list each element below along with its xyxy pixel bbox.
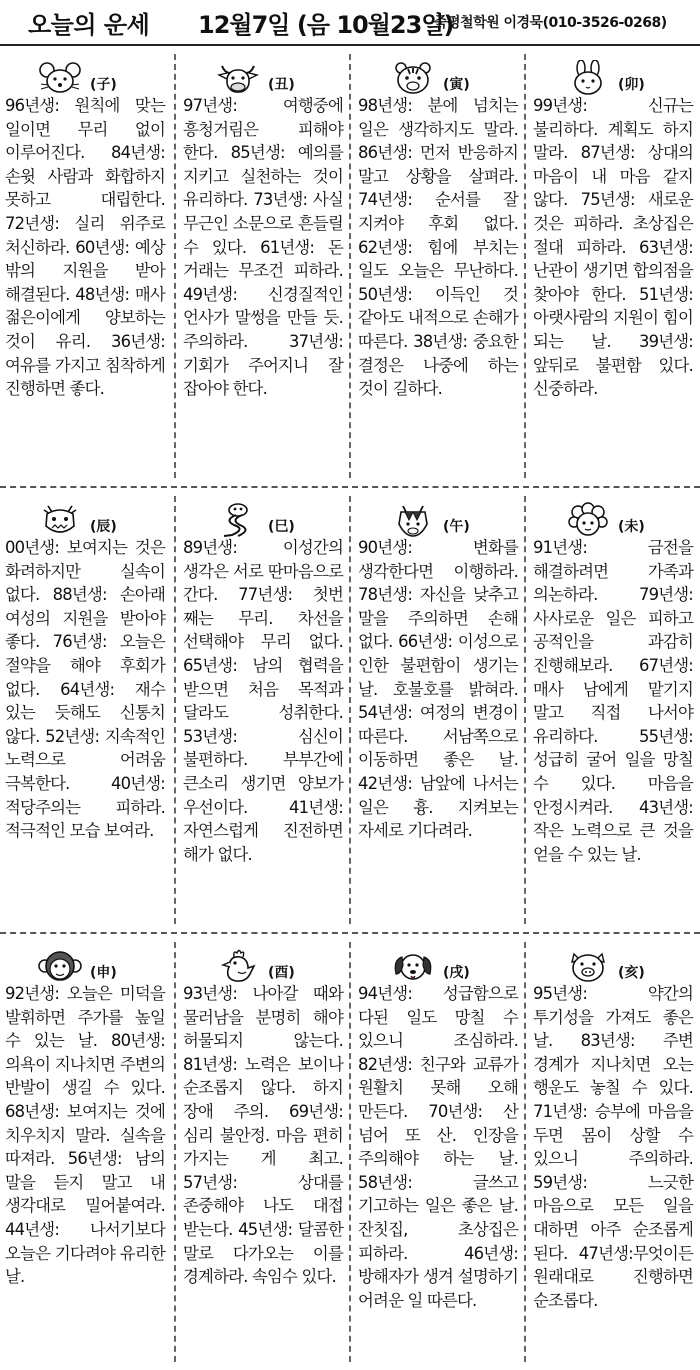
- tiger-icon: [391, 60, 435, 96]
- fortune-text: 93년생: 나아갈 때와 물러남을 분명히 해야 허물되지 않는다. 81년생: 노력은 보이나 순조롭지 않다. 하지 장애 주의. 69년생: 심리 불안정. 마음 편히 가지는 게 최고. 57년생: 상대를 존중해야 나도 대접 받는다. 45년생: 달콤한 말로 다가오는 이를 경계하라. 속임수 있다.: [183, 984, 343, 1287]
- sign-card: [2, 46, 167, 486]
- fortune-text: 95년생: 약간의 투기성을 가져도 좋은 날. 83년생: 주변 경계가 지나치면 오는 행운도 놓칠 수 있다. 71년생: 승부에 마음을 두면 몸이 상할 수 있으니 주의하라. 59년생: 느긋한 마음으로 모든 일을 대하면 아주 순조롭게 된다. 47년생:무엇이든 원래대로 진행하면 순조롭다.: [533, 984, 693, 1310]
- zodiac-label: (巳): [268, 519, 295, 535]
- sign-card: [355, 488, 520, 932]
- fortune-text: 92년생: 오늘은 미덕을 발휘하면 주가를 높일 수 있는 날. 80년생: 의욕이 지나치면 주변의 반발이 생길 수 있다. 68년생: 보여지는 것에 치우치지 말라. 실속을 따져라. 56년생: 남의 말을 듣지 말고 내 생각대로 밀어붙여라. 44년생: 나서기보다 오늘은 기다려야 유리한 날.: [5, 984, 165, 1287]
- zodiac-label: (申): [90, 965, 117, 981]
- column-divider: [174, 942, 176, 1362]
- zodiac-label: (丑): [268, 77, 295, 93]
- fortune-text: 97년생: 여행중에 흥청거림은 피해야 한다. 85년생: 예의를 지키고 실천하는 것이 유리하다. 73년생: 사실 무근인 소문으로 흔들릴 수 있다. 61년생: 돈 거래는 무조건 피하라. 49년생: 신경질적인 언사가 말썽을 만들 듯. 주의하라. 37년생: 기회가 주어지니 잘 잡아야 한다.: [183, 96, 343, 399]
- zodiac-label: (午): [443, 519, 470, 535]
- sign-card: [530, 46, 695, 486]
- fortune-text: 89년생: 이성간의 생각은 서로 딴마음으로 간다. 77년생: 첫번 째는 무리. 차선을 선택해야 무리 없다. 65년생: 남의 협력을 받으면 처음 목적과 달라도 성취한다. 53년생: 심신이 불편하다. 부부간에 큰소리 생기면 양보가 우선이다. 41년생: 자연스럽게 진전하면 해가 없다.: [183, 538, 343, 864]
- fortune-row: [0, 46, 700, 486]
- dragon-icon: [38, 502, 82, 538]
- column-divider: [349, 942, 351, 1362]
- column-divider: [349, 54, 351, 478]
- fortune-text: 00년생: 보여지는 것은 화려하지만 실속이 없다. 88년생: 손아래 여성의 지원을 받아야 좋다. 76년생: 오늘은 절약을 해야 후회가 없다. 64년생: 재수 있는 듯해도 신통치 않다. 52년생: 지속적인 노력으로 어려움 극복한다. 40년생: 적당주의는 피하라. 적극적인 모습 보여라.: [5, 538, 165, 841]
- ox-icon: [216, 60, 260, 96]
- dog-icon: [391, 948, 435, 984]
- column-divider: [349, 496, 351, 924]
- zodiac-label: (亥): [618, 965, 645, 981]
- rat-icon: [38, 60, 82, 96]
- column-divider: [524, 942, 526, 1362]
- zodiac-label: (卯): [618, 77, 645, 93]
- zodiac-label: (戌): [443, 965, 470, 981]
- page-title: 오늘의 운세: [28, 11, 150, 39]
- column-divider: [524, 54, 526, 478]
- sign-card: [355, 46, 520, 486]
- fortune-row: [0, 488, 700, 932]
- zodiac-label: (未): [618, 519, 645, 535]
- zodiac-label: (子): [90, 77, 117, 93]
- horse-icon: [391, 502, 435, 538]
- sign-card: [180, 488, 345, 932]
- author-info: 죽평철학원 이경묵(010-3526-0268): [434, 15, 667, 31]
- fortune-text: 98년생: 분에 넘치는 일은 생각하지도 말라. 86년생: 먼저 반응하지 말고 상황을 살펴라. 74년생: 순서를 잘 지켜야 후회 없다. 62년생: 힘에 부치는 일도 오늘은 무난하다. 50년생: 이득인 것 같아도 내적으로 손해가 따른다. 38년생: 중요한 결정은 나중에 하는 것이 길하다.: [358, 96, 518, 399]
- fortune-text: 99년생: 신규는 불리하다. 계획도 하지 말라. 87년생: 상대의 마음이 내 마음 같지 않다. 75년생: 새로운 것은 피하라. 초상집은 절대 피하라. 63년생: 난관이 생기면 합의점을 찾아야 한다. 51년생: 아랫사람의 지원이 힘이 되는 날. 39년생: 앞뒤로 불편함 있다. 신중하라.: [533, 96, 693, 399]
- sign-card: [180, 46, 345, 486]
- fortune-text: 96년생: 원칙에 맞는 일이면 무리 없이 이루어진다. 84년생: 손윗 사람과 화합하지 못하고 대립한다. 72년생: 실리 위주로 처신하라. 60년생: 예상 밖의 지원을 받아 해결된다. 48년생: 매사 젊은이에게 양보하는 것이 유리. 36년생: 여유를 가지고 침착하게 진행하면 좋다.: [5, 96, 165, 399]
- sign-card: [2, 934, 167, 1370]
- column-divider: [174, 496, 176, 924]
- monkey-icon: [38, 948, 82, 984]
- zodiac-label: (寅): [443, 77, 470, 93]
- rabbit-icon: [566, 60, 610, 96]
- zodiac-label: (酉): [268, 965, 295, 981]
- fortune-text: 90년생: 변화를 생각한다면 이행하라. 78년생: 자신을 낮추고 말을 주의하면 손해 없다. 66년생: 이성으로 인한 불편함이 생기는 날. 호불호를 밝혀라. 54년생: 여정의 변경이 따른다. 서남쪽으로 이동하면 좋은 날. 42년생: 남앞에 나서는 일은 흉. 지켜보는 자세로 기다려라.: [358, 538, 518, 841]
- header: [0, 0, 700, 46]
- sign-card: [2, 488, 167, 932]
- fortune-row: [0, 934, 700, 1370]
- sign-card: [530, 488, 695, 932]
- snake-icon: [216, 502, 260, 538]
- sign-card: [355, 934, 520, 1370]
- zodiac-label: (辰): [90, 519, 117, 535]
- pig-icon: [566, 948, 610, 984]
- column-divider: [174, 54, 176, 478]
- sign-card: [180, 934, 345, 1370]
- rooster-icon: [216, 948, 260, 984]
- column-divider: [524, 496, 526, 924]
- fortune-text: 94년생: 성급함으로 다된 일도 망칠 수 있으니 조심하라. 82년생: 친구와 교류가 원활치 못해 오해 만든다. 70년생: 산 넘어 또 산. 인장을 주의해야 하는 날. 58년생: 글쓰고 기고하는 일은 좋은 날. 잔칫집, 초상집은 피하라. 46년생: 방해자가 생겨 설명하기 어려운 일 따른다.: [358, 984, 518, 1310]
- date-label: 12월7일 (음 10월23일): [198, 11, 454, 39]
- sign-card: [530, 934, 695, 1370]
- fortune-text: 91년생: 금전을 해결하려면 가족과 의논하라. 79년생: 사사로운 일은 피하고 공적인을 과감히 진행해보라. 67년생: 매사 남에게 맡기지 말고 직접 나서야 유리하다. 55년생: 성급히 굴어 일을 망칠 수 있다. 마음을 안정시켜라. 43년생: 작은 노력으로 큰 것을 얻을 수 있는 날.: [533, 538, 693, 864]
- sheep-icon: [566, 502, 610, 538]
